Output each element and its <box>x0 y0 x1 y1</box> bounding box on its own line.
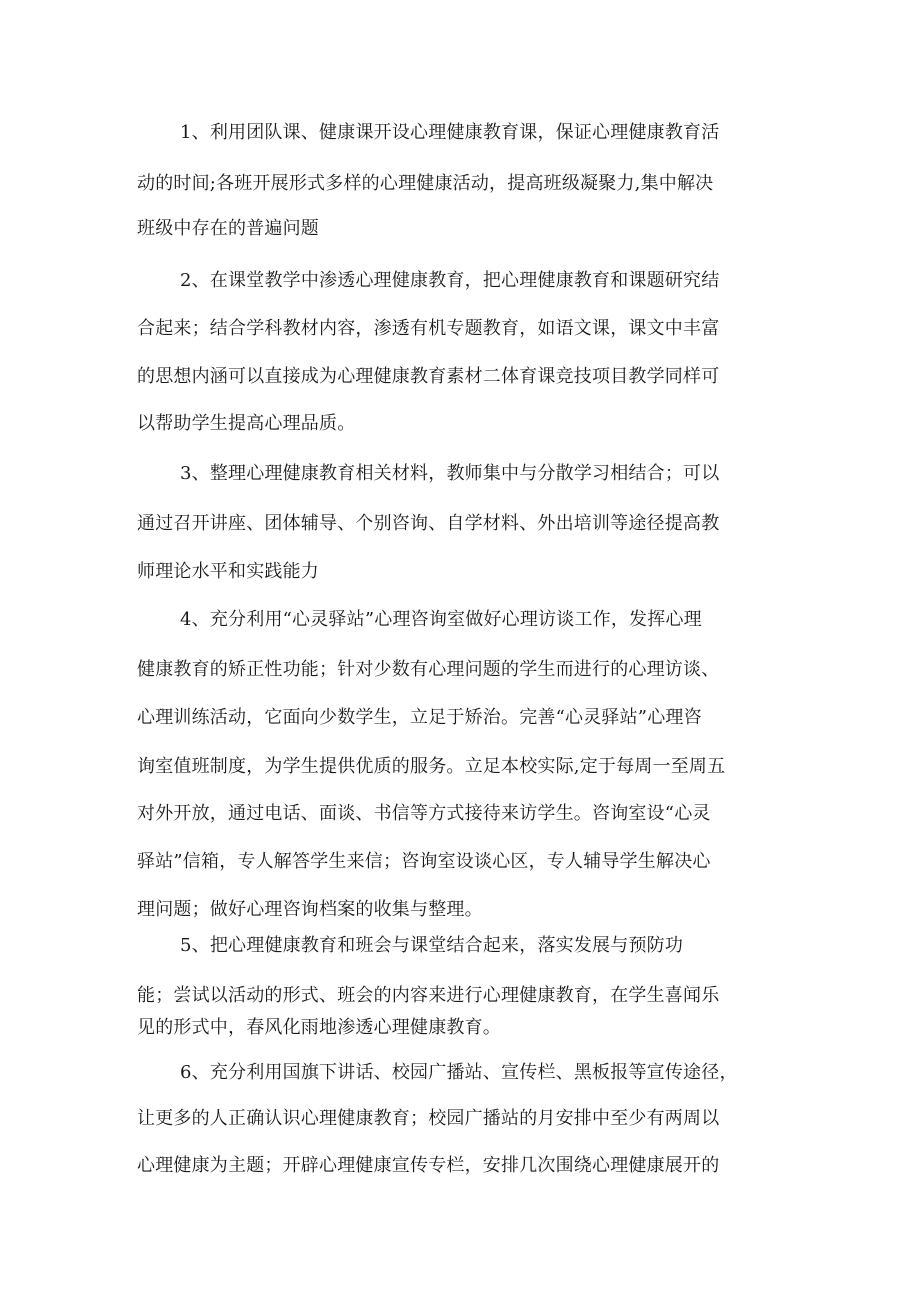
paragraph-3-line-3: 师理论水平和实践能力 <box>137 561 319 582</box>
paragraph-3-line-1: 3、整理心理健康教育相关材料，教师集中与分散学习相结合；可以 <box>180 463 720 484</box>
paragraph-4-line-4: 询室值班制度，为学生提供优质的服务。立足本校实际,定于每周一至周五 <box>137 756 726 777</box>
paragraph-4-line-3: 心理训练活动，它面向少数学生，立足于矫治。完善“心灵驿站”心理咨 <box>137 707 702 728</box>
paragraph-5-line-1: 5、把心理健康教育和班会与课堂结合起来，落实发展与预防功 <box>180 935 684 956</box>
paragraph-5-line-3: 见的形式中，春风化雨地渗透心理健康教育。 <box>137 1017 501 1038</box>
paragraph-4-line-7: 理问题；做好心理咨询档案的收集与整理。 <box>137 899 483 920</box>
paragraph-5-line-2: 能；尝试以活动的形式、班会的内容来进行心理健康教育，在学生喜闻乐 <box>137 985 720 1006</box>
paragraph-4-line-5: 对外开放，通过电话、面谈、书信等方式接待来访学生。咨询室设“心灵 <box>137 803 711 824</box>
paragraph-6-line-2: 让更多的人正确认识心理健康教育；校园广播站的月安排中至少有两周以 <box>137 1108 720 1129</box>
paragraph-2-line-4: 以帮助学生提高心理品质。 <box>137 413 356 434</box>
paragraph-1-line-2: 动的时间;各班开展形式多样的心理健康活动，提高班级凝聚力,集中解决 <box>137 173 714 194</box>
paragraph-4-line-2: 健康教育的矫正性功能；针对少数有心理问题的学生而进行的心理访谈、 <box>137 659 720 680</box>
paragraph-2-line-1: 2、在课堂教学中渗透心理健康教育，把心理健康教育和课题研究结 <box>180 270 720 291</box>
paragraph-4-line-1: 4、充分利用“心灵驿站”心理咨询室做好心理访谈工作，发挥心理 <box>180 609 702 630</box>
paragraph-2-line-2: 合起来；结合学科教材内容，渗透有机专题教育，如语文课，课文中丰富 <box>137 318 720 339</box>
paragraph-6-line-1: 6、充分利用国旗下讲话、校园广播站、宣传栏、黑板报等宣传途径， <box>180 1062 738 1083</box>
paragraph-3-line-2: 通过召开讲座、团体辅导、个别咨询、自学材料、外出培训等途径提高教 <box>137 513 720 534</box>
paragraph-1-line-1: 1、利用团队课、健康课开设心理健康教育课，保证心理健康教育活 <box>180 122 720 143</box>
paragraph-1-line-3: 班级中存在的普遍问题 <box>137 218 319 239</box>
paragraph-4-line-6: 驿站”信箱，专人解答学生来信；咨询室设谈心区，专人辅导学生解决心 <box>137 851 711 872</box>
paragraph-6-line-3: 心理健康为主题；开辟心理健康宣传专栏，安排几次围绕心理健康展开的 <box>137 1155 720 1176</box>
paragraph-2-line-3: 的思想内涵可以直接成为心理健康教育素材二体育课竞技项目教学同样可 <box>137 366 720 387</box>
